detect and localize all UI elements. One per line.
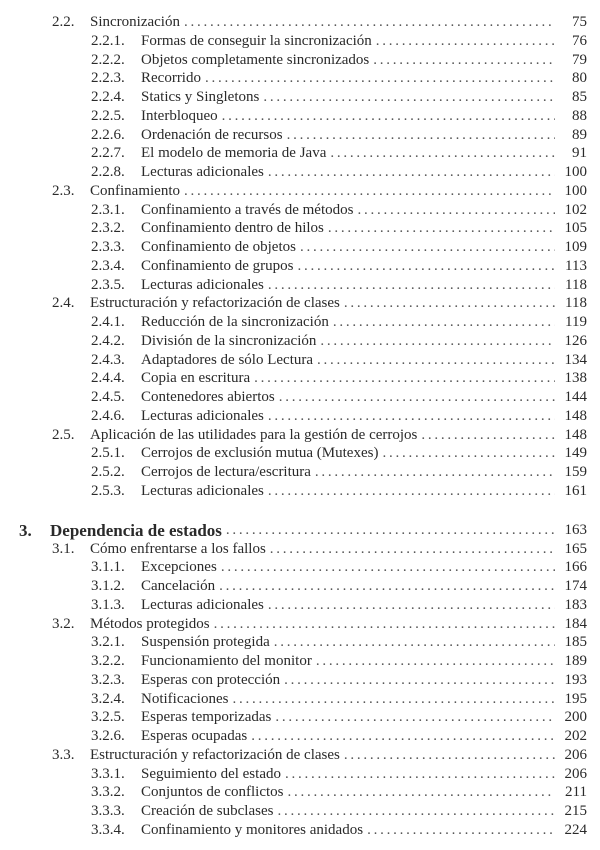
toc-entry xyxy=(0,821,600,840)
entry-title: Excepciones xyxy=(141,558,221,577)
entry-title: Suspensión protegida xyxy=(141,633,274,652)
entry-number: 2.2.2. xyxy=(91,51,125,68)
dot-leader xyxy=(287,126,555,145)
entry-number: 3.2.3. xyxy=(91,671,125,688)
entry-number: 3.3.3. xyxy=(91,803,125,820)
entry-number: 3.2.4. xyxy=(91,690,125,707)
dot-leader xyxy=(219,577,555,596)
dot-leader xyxy=(316,652,555,671)
entry-page-number: 76 xyxy=(572,32,587,49)
entry-page-number: 183 xyxy=(564,596,587,613)
entry-title: Conjuntos de conflictos xyxy=(141,783,288,802)
entry-number: 3.1.1. xyxy=(91,559,125,576)
entry-title: División de la sincronización xyxy=(141,332,320,351)
toc-entry xyxy=(0,633,600,652)
entry-number: 2.3. xyxy=(52,182,75,199)
dot-leader xyxy=(268,407,555,426)
entry-number: 2.2. xyxy=(52,14,75,30)
entry-number: 2.3.4. xyxy=(91,257,125,274)
entry-page-number: 134 xyxy=(564,351,587,368)
entry-page-number: 105 xyxy=(564,220,587,237)
toc-entry xyxy=(0,144,600,163)
toc-entry xyxy=(0,407,600,426)
entry-page-number: 200 xyxy=(564,709,587,726)
entry-page-number: 89 xyxy=(572,126,587,143)
entry-title: Cerrojos de lectura/escritura xyxy=(141,463,315,482)
entry-number: 2.4.4. xyxy=(91,370,125,387)
entry-title: Confinamiento xyxy=(90,182,184,201)
entry-title: Ordenación de recursos xyxy=(141,126,287,145)
entry-number: 2.3.5. xyxy=(91,276,125,293)
entry-number: 3.3.4. xyxy=(91,821,125,838)
entry-title: Dependencia de estados xyxy=(50,521,226,540)
toc-entry xyxy=(0,463,600,482)
entry-title: Confinamiento dentro de hilos xyxy=(141,219,328,238)
dot-leader xyxy=(184,182,555,201)
dot-leader xyxy=(333,313,555,332)
entry-title: Esperas temporizadas xyxy=(141,708,275,727)
entry-title: Aplicación de las utilidades para la gestión de cerrojos xyxy=(90,426,421,445)
dot-leader xyxy=(214,615,555,634)
entry-number: 3. xyxy=(19,520,32,540)
entry-number: 2.4.5. xyxy=(91,389,125,406)
entry-page-number: 184 xyxy=(564,615,587,632)
entry-number: 3.3.1. xyxy=(91,765,125,782)
entry-number: 2.4. xyxy=(52,295,75,312)
entry-title: Lecturas adicionales xyxy=(141,163,268,182)
entry-title: Creación de subclases xyxy=(141,802,277,821)
toc-entry xyxy=(0,615,600,634)
toc-entry xyxy=(0,577,600,596)
toc-entry xyxy=(0,596,600,615)
dot-leader xyxy=(268,596,555,615)
entry-title: Seguimiento del estado xyxy=(141,765,285,784)
entry-title: Confinamiento a través de métodos xyxy=(141,201,357,220)
dot-leader xyxy=(263,88,555,107)
entry-page-number: 148 xyxy=(564,426,587,443)
dot-leader xyxy=(268,276,555,295)
dot-leader xyxy=(184,13,555,32)
entry-number: 3.2.6. xyxy=(91,728,125,745)
dot-leader xyxy=(376,32,555,51)
toc-entry xyxy=(0,182,600,201)
dot-leader xyxy=(344,746,555,765)
entry-page-number: 206 xyxy=(564,765,587,782)
entry-page-number: 118 xyxy=(565,295,587,312)
entry-number: 3.1.3. xyxy=(91,596,125,613)
entry-number: 2.2.7. xyxy=(91,145,125,162)
dot-leader xyxy=(221,558,555,577)
entry-page-number: 211 xyxy=(565,784,587,801)
toc-entry xyxy=(0,163,600,182)
entry-page-number: 118 xyxy=(565,276,587,293)
dot-leader xyxy=(279,388,555,407)
toc-entry xyxy=(0,388,600,407)
dot-leader xyxy=(297,257,555,276)
toc-entry xyxy=(0,313,600,332)
entry-title: Confinamiento de grupos xyxy=(141,257,297,276)
toc-entry xyxy=(0,88,600,107)
entry-page-number: 174 xyxy=(564,578,587,595)
toc-entry xyxy=(0,540,600,559)
dot-leader xyxy=(226,521,555,540)
entry-page-number: 185 xyxy=(564,634,587,651)
toc-entry xyxy=(0,671,600,690)
toc-entry xyxy=(0,219,600,238)
dot-leader xyxy=(222,107,555,126)
entry-number: 2.5.2. xyxy=(91,464,125,481)
dot-leader xyxy=(315,463,555,482)
entry-page-number: 79 xyxy=(572,51,587,68)
toc-entry xyxy=(0,690,600,709)
entry-title: Copia en escritura xyxy=(141,369,254,388)
entry-title: Reducción de la sincronización xyxy=(141,313,333,332)
entry-number: 2.2.3. xyxy=(91,70,125,87)
entry-number: 2.4.6. xyxy=(91,407,125,424)
dot-leader xyxy=(254,369,555,388)
toc-entry xyxy=(0,444,600,463)
entry-page-number: 161 xyxy=(564,483,587,499)
entry-page-number: 88 xyxy=(572,107,587,124)
entry-title: Funcionamiento del monitor xyxy=(141,652,316,671)
entry-page-number: 85 xyxy=(572,89,587,106)
entry-page-number: 149 xyxy=(564,445,587,462)
dot-leader xyxy=(274,633,555,652)
entry-title: Cómo enfrentarse a los fallos xyxy=(90,540,270,559)
toc-entry xyxy=(0,802,600,821)
entry-number: 2.3.1. xyxy=(91,201,125,218)
entry-page-number: 193 xyxy=(564,671,587,688)
entry-title: Statics y Singletons xyxy=(141,88,263,107)
entry-page-number: 195 xyxy=(564,690,587,707)
entry-page-number: 113 xyxy=(565,257,587,274)
toc-chapter xyxy=(0,521,600,540)
toc-entry xyxy=(0,332,600,351)
dot-leader xyxy=(232,690,555,709)
entry-page-number: 138 xyxy=(564,370,587,387)
entry-number: 2.2.4. xyxy=(91,89,125,106)
entry-page-number: 215 xyxy=(564,803,587,820)
entry-title: Notificaciones xyxy=(141,690,232,709)
entry-page-number: 144 xyxy=(564,389,587,406)
entry-title: Lecturas adicionales xyxy=(141,276,268,295)
dot-leader xyxy=(320,332,555,351)
toc-entry xyxy=(0,238,600,257)
toc-entry xyxy=(0,746,600,765)
dot-leader xyxy=(285,765,555,784)
entry-title: Estructuración y refactorización de clases xyxy=(90,294,344,313)
entry-page-number: 75 xyxy=(572,14,587,30)
entry-number: 3.1. xyxy=(52,540,75,557)
entry-number: 2.5.3. xyxy=(91,483,125,499)
entry-number: 3.3. xyxy=(52,746,75,763)
entry-page-number: 126 xyxy=(564,332,587,349)
entry-page-number: 202 xyxy=(564,728,587,745)
entry-page-number: 166 xyxy=(564,559,587,576)
entry-page-number: 224 xyxy=(564,821,587,838)
dot-leader xyxy=(330,144,555,163)
entry-title: Objetos completamente sincronizados xyxy=(141,51,373,70)
entry-page-number: 91 xyxy=(572,145,587,162)
entry-title: Lecturas adicionales xyxy=(141,596,268,615)
entry-page-number: 100 xyxy=(564,164,587,181)
entry-title: Esperas ocupadas xyxy=(141,727,251,746)
dot-leader xyxy=(277,802,555,821)
entry-title: Adaptadores de sólo Lectura xyxy=(141,351,317,370)
toc-entry xyxy=(0,69,600,88)
dot-leader xyxy=(268,482,555,501)
entry-title: Estructuración y refactorización de clases xyxy=(90,746,344,765)
toc-entry xyxy=(0,51,600,70)
toc-entry xyxy=(0,482,600,501)
entry-title: Contenedores abiertos xyxy=(141,388,279,407)
entry-title: Interbloqueo xyxy=(141,107,222,126)
toc-entry xyxy=(0,126,600,145)
dot-leader xyxy=(300,238,555,257)
entry-page-number: 148 xyxy=(564,407,587,424)
toc-entry xyxy=(0,32,600,51)
entry-number: 2.4.1. xyxy=(91,314,125,331)
entry-page-number: 165 xyxy=(564,540,587,557)
entry-number: 3.3.2. xyxy=(91,784,125,801)
toc-entry xyxy=(0,13,600,32)
entry-page-number: 119 xyxy=(565,314,587,331)
dot-leader xyxy=(344,294,555,313)
entry-title: Confinamiento y monitores anidados xyxy=(141,821,367,840)
entry-title: Lecturas adicionales xyxy=(141,407,268,426)
entry-page-number: 102 xyxy=(564,201,587,218)
toc-entry xyxy=(0,369,600,388)
toc-entry xyxy=(0,294,600,313)
entry-title: Formas de conseguir la sincronización xyxy=(141,32,376,51)
entry-number: 3.2. xyxy=(52,615,75,632)
entry-title: Confinamiento de objetos xyxy=(141,238,300,257)
dot-leader xyxy=(251,727,555,746)
entry-number: 2.2.8. xyxy=(91,164,125,181)
toc-entry xyxy=(0,765,600,784)
entry-title: Recorrido xyxy=(141,69,205,88)
toc-entry xyxy=(0,783,600,802)
toc-entry xyxy=(0,257,600,276)
entry-number: 3.1.2. xyxy=(91,578,125,595)
toc-entry xyxy=(0,708,600,727)
entry-title: Lecturas adicionales xyxy=(141,482,268,501)
toc-entry xyxy=(0,276,600,295)
toc-entry xyxy=(0,426,600,445)
entry-page-number: 80 xyxy=(572,70,587,87)
entry-number: 2.2.6. xyxy=(91,126,125,143)
entry-page-number: 206 xyxy=(564,746,587,763)
dot-leader xyxy=(205,69,555,88)
entry-number: 2.3.2. xyxy=(91,220,125,237)
dot-leader xyxy=(328,219,555,238)
dot-leader xyxy=(367,821,555,840)
dot-leader xyxy=(270,540,555,559)
entry-title: Esperas con protección xyxy=(141,671,284,690)
entry-page-number: 159 xyxy=(564,464,587,481)
toc-entry xyxy=(0,652,600,671)
entry-number: 2.4.2. xyxy=(91,332,125,349)
entry-page-number: 109 xyxy=(564,239,587,256)
entry-number: 3.2.2. xyxy=(91,653,125,670)
entry-page-number: 100 xyxy=(564,182,587,199)
dot-leader xyxy=(382,444,555,463)
dot-leader xyxy=(268,163,555,182)
dot-leader xyxy=(373,51,555,70)
entry-number: 3.2.1. xyxy=(91,634,125,651)
dot-leader xyxy=(284,671,555,690)
entry-number: 2.4.3. xyxy=(91,351,125,368)
dot-leader xyxy=(317,351,555,370)
entry-number: 2.2.5. xyxy=(91,107,125,124)
dot-leader xyxy=(421,426,555,445)
toc-entry xyxy=(0,351,600,370)
entry-page-number: 189 xyxy=(564,653,587,670)
entry-number: 2.5. xyxy=(52,426,75,443)
entry-number: 2.3.3. xyxy=(91,239,125,256)
entry-title: Sincronización xyxy=(90,13,184,32)
toc-entry xyxy=(0,727,600,746)
entry-number: 2.5.1. xyxy=(91,445,125,462)
toc-entry xyxy=(0,201,600,220)
dot-leader xyxy=(357,201,555,220)
toc-entry xyxy=(0,558,600,577)
entry-title: Cancelación xyxy=(141,577,219,596)
entry-number: 2.2.1. xyxy=(91,32,125,49)
entry-title: El modelo de memoria de Java xyxy=(141,144,330,163)
entry-number: 3.2.5. xyxy=(91,709,125,726)
toc-entry xyxy=(0,107,600,126)
dot-leader xyxy=(275,708,555,727)
entry-title: Cerrojos de exclusión mutua (Mutexes) xyxy=(141,444,382,463)
dot-leader xyxy=(288,783,556,802)
entry-page-number: 163 xyxy=(564,521,587,538)
entry-title: Métodos protegidos xyxy=(90,615,214,634)
